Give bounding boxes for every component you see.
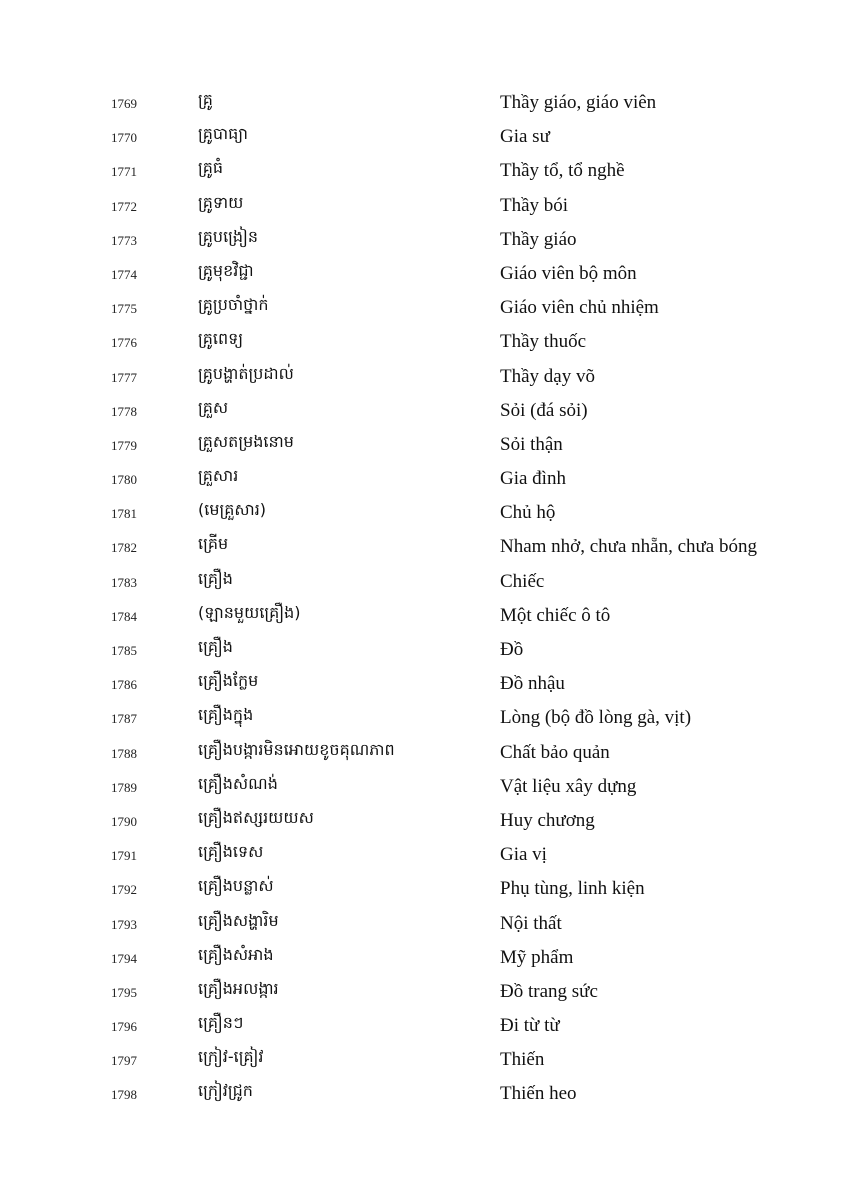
khmer-term: គ្រឿងក្នុង <box>198 705 254 725</box>
dictionary-entry <box>0 394 848 428</box>
vietnamese-meaning: Vật liệu xây dựng <box>500 775 637 797</box>
vietnamese-meaning: Chủ hộ <box>500 502 556 524</box>
khmer-term: គ្រូប្រចាំថ្នាក់ <box>198 295 269 315</box>
dictionary-entry <box>0 86 848 120</box>
entry-number: 1788 <box>111 745 137 761</box>
khmer-term: គ្រឿងអលង្ការ <box>198 978 279 998</box>
khmer-term: ក្រៀវជ្រូក <box>198 1081 253 1101</box>
dictionary-entry <box>0 189 848 223</box>
khmer-term: គ្រឿនៗ <box>198 1013 244 1033</box>
vietnamese-meaning: Thầy tổ, tổ nghề <box>500 160 625 182</box>
khmer-term: (មេគ្រួសារ) <box>198 500 267 520</box>
dictionary-entry <box>0 223 848 257</box>
vietnamese-meaning: Gia vị <box>500 844 547 866</box>
dictionary-entry <box>0 907 848 941</box>
khmer-term: គ្រូបង្រៀន <box>198 226 258 246</box>
khmer-term: គ្រឿងសំអាង <box>198 944 274 964</box>
vietnamese-meaning: Chiếc <box>500 570 545 592</box>
khmer-term: គ្រឿងសំណង់ <box>198 773 278 793</box>
khmer-term: គ្រឿងទេស <box>198 842 264 862</box>
vietnamese-meaning: Chất bảo quản <box>500 741 610 763</box>
khmer-term: គ្រួសារ <box>198 466 239 486</box>
vietnamese-meaning: Đồ trang sức <box>500 980 598 1002</box>
khmer-term: គ្រូ <box>198 90 213 109</box>
dictionary-entry <box>0 462 848 496</box>
dictionary-entry <box>0 1043 848 1077</box>
khmer-term: គ្រើម <box>198 534 229 554</box>
dictionary-entry <box>0 257 848 291</box>
khmer-term: គ្រឿងបន្លាស់ <box>198 876 274 896</box>
dictionary-entry <box>0 736 848 770</box>
entry-number: 1776 <box>111 335 137 351</box>
dictionary-entry <box>0 804 848 838</box>
entry-number: 1781 <box>111 506 137 522</box>
entry-number: 1774 <box>111 266 137 282</box>
vietnamese-meaning: Thầy giáo <box>500 228 577 250</box>
entry-number: 1789 <box>111 779 137 795</box>
vietnamese-meaning: Đồ <box>500 639 524 660</box>
entry-number: 1786 <box>111 677 137 693</box>
dictionary-entry <box>0 975 848 1009</box>
entry-number: 1784 <box>111 608 137 624</box>
khmer-term: គ្រួស <box>198 397 229 417</box>
dictionary-entry <box>0 120 848 154</box>
dictionary-entry <box>0 530 848 564</box>
dictionary-entry <box>0 325 848 359</box>
entry-list <box>0 86 848 1112</box>
dictionary-entry <box>0 667 848 701</box>
entry-number: 1772 <box>111 198 137 214</box>
vietnamese-meaning: Một chiếc ô tô <box>500 604 611 626</box>
khmer-term: គ្រូបាធ្យា <box>198 124 248 144</box>
khmer-term: គ្រឿងឥស្សរយយស <box>198 807 314 827</box>
entry-number: 1787 <box>111 711 137 727</box>
dictionary-entry <box>0 599 848 633</box>
khmer-term: គ្រូមុខវិជ្ជា <box>198 260 254 280</box>
khmer-term: គ្រូបង្ហាត់ប្រដាល់ <box>198 363 294 383</box>
vietnamese-meaning: Giáo viên chủ nhiệm <box>500 297 659 319</box>
entry-number: 1785 <box>111 643 137 658</box>
khmer-term: ក្រៀវ-គ្រៀវ <box>198 1047 264 1067</box>
vietnamese-meaning: Huy chương <box>500 809 595 831</box>
dictionary-entry <box>0 1009 848 1043</box>
vietnamese-meaning: Nội thất <box>500 912 562 934</box>
dictionary-entry <box>0 770 848 804</box>
vietnamese-meaning: Nham nhở, chưa nhẵn, chưa bóng <box>500 536 757 558</box>
khmer-term: គ្រូធំ <box>198 158 224 178</box>
entry-number: 1794 <box>111 950 137 966</box>
entry-number: 1783 <box>111 574 137 590</box>
entry-number: 1793 <box>111 916 137 932</box>
dictionary-entry <box>0 565 848 599</box>
khmer-term: គ្រឿង <box>198 568 233 588</box>
dictionary-entry <box>0 291 848 325</box>
vietnamese-meaning: Đồ nhậu <box>500 673 565 695</box>
vietnamese-meaning: Lòng (bộ đồ lòng gà, vịt) <box>500 707 692 729</box>
vietnamese-meaning: Phụ tùng, linh kiện <box>500 878 645 900</box>
khmer-term: គ្រឿង <box>198 637 233 656</box>
vietnamese-meaning: Thầy giáo, giáo viên <box>500 92 657 113</box>
khmer-term: គ្រូពេទ្យ <box>198 329 244 349</box>
vietnamese-meaning: Thầy thuốc <box>500 331 587 353</box>
entry-number: 1769 <box>111 96 137 111</box>
khmer-term: គ្រឿងក្លែម <box>198 671 259 691</box>
khmer-term: គ្រូទាយ <box>198 192 244 212</box>
entry-number: 1790 <box>111 813 137 829</box>
dictionary-entry <box>0 941 848 975</box>
dictionary-entry <box>0 701 848 735</box>
entry-number: 1770 <box>111 130 137 146</box>
entry-number: 1782 <box>111 540 137 556</box>
vietnamese-meaning: Sỏi thận <box>500 433 563 455</box>
vietnamese-meaning: Sỏi (đá sỏi) <box>500 399 588 421</box>
dictionary-entry <box>0 428 848 462</box>
dictionary-entry <box>0 496 848 530</box>
entry-number: 1778 <box>111 403 137 419</box>
vietnamese-meaning: Đi từ từ <box>500 1015 560 1037</box>
dictionary-entry <box>0 872 848 906</box>
khmer-term: គ្រួសតម្រងនោម <box>198 431 294 451</box>
entry-number: 1796 <box>111 1019 137 1035</box>
entry-number: 1773 <box>111 232 137 248</box>
entry-number: 1779 <box>111 437 137 453</box>
entry-number: 1795 <box>111 984 137 1000</box>
dictionary-entry <box>0 633 848 667</box>
vietnamese-meaning: Thiến <box>500 1049 545 1071</box>
dictionary-entry <box>0 838 848 872</box>
khmer-term: គ្រឿងបង្ការមិនអោយខូចគុណភាព <box>198 739 395 759</box>
dictionary-entry <box>0 360 848 394</box>
entry-number: 1798 <box>111 1087 137 1103</box>
entry-number: 1775 <box>111 301 137 317</box>
khmer-term: (ឡានមួយគ្រឿង) <box>198 602 301 622</box>
khmer-term: គ្រឿងសង្ហារិម <box>198 910 279 930</box>
vietnamese-meaning: Gia sư <box>500 126 550 148</box>
vietnamese-meaning: Mỹ phẩm <box>500 946 574 968</box>
entry-number: 1792 <box>111 882 137 898</box>
vietnamese-meaning: Thầy bói <box>500 194 569 216</box>
dictionary-entry <box>0 1077 848 1111</box>
entry-number: 1791 <box>111 848 137 864</box>
vietnamese-meaning: Thiến heo <box>500 1083 577 1105</box>
vietnamese-meaning: Gia đình <box>500 468 566 490</box>
vietnamese-meaning: Giáo viên bộ môn <box>500 262 637 284</box>
entry-number: 1777 <box>111 369 137 385</box>
vietnamese-meaning: Thầy dạy võ <box>500 365 595 387</box>
entry-number: 1771 <box>111 164 137 180</box>
entry-number: 1797 <box>111 1053 137 1069</box>
dictionary-entry <box>0 154 848 188</box>
entry-number: 1780 <box>111 472 137 488</box>
